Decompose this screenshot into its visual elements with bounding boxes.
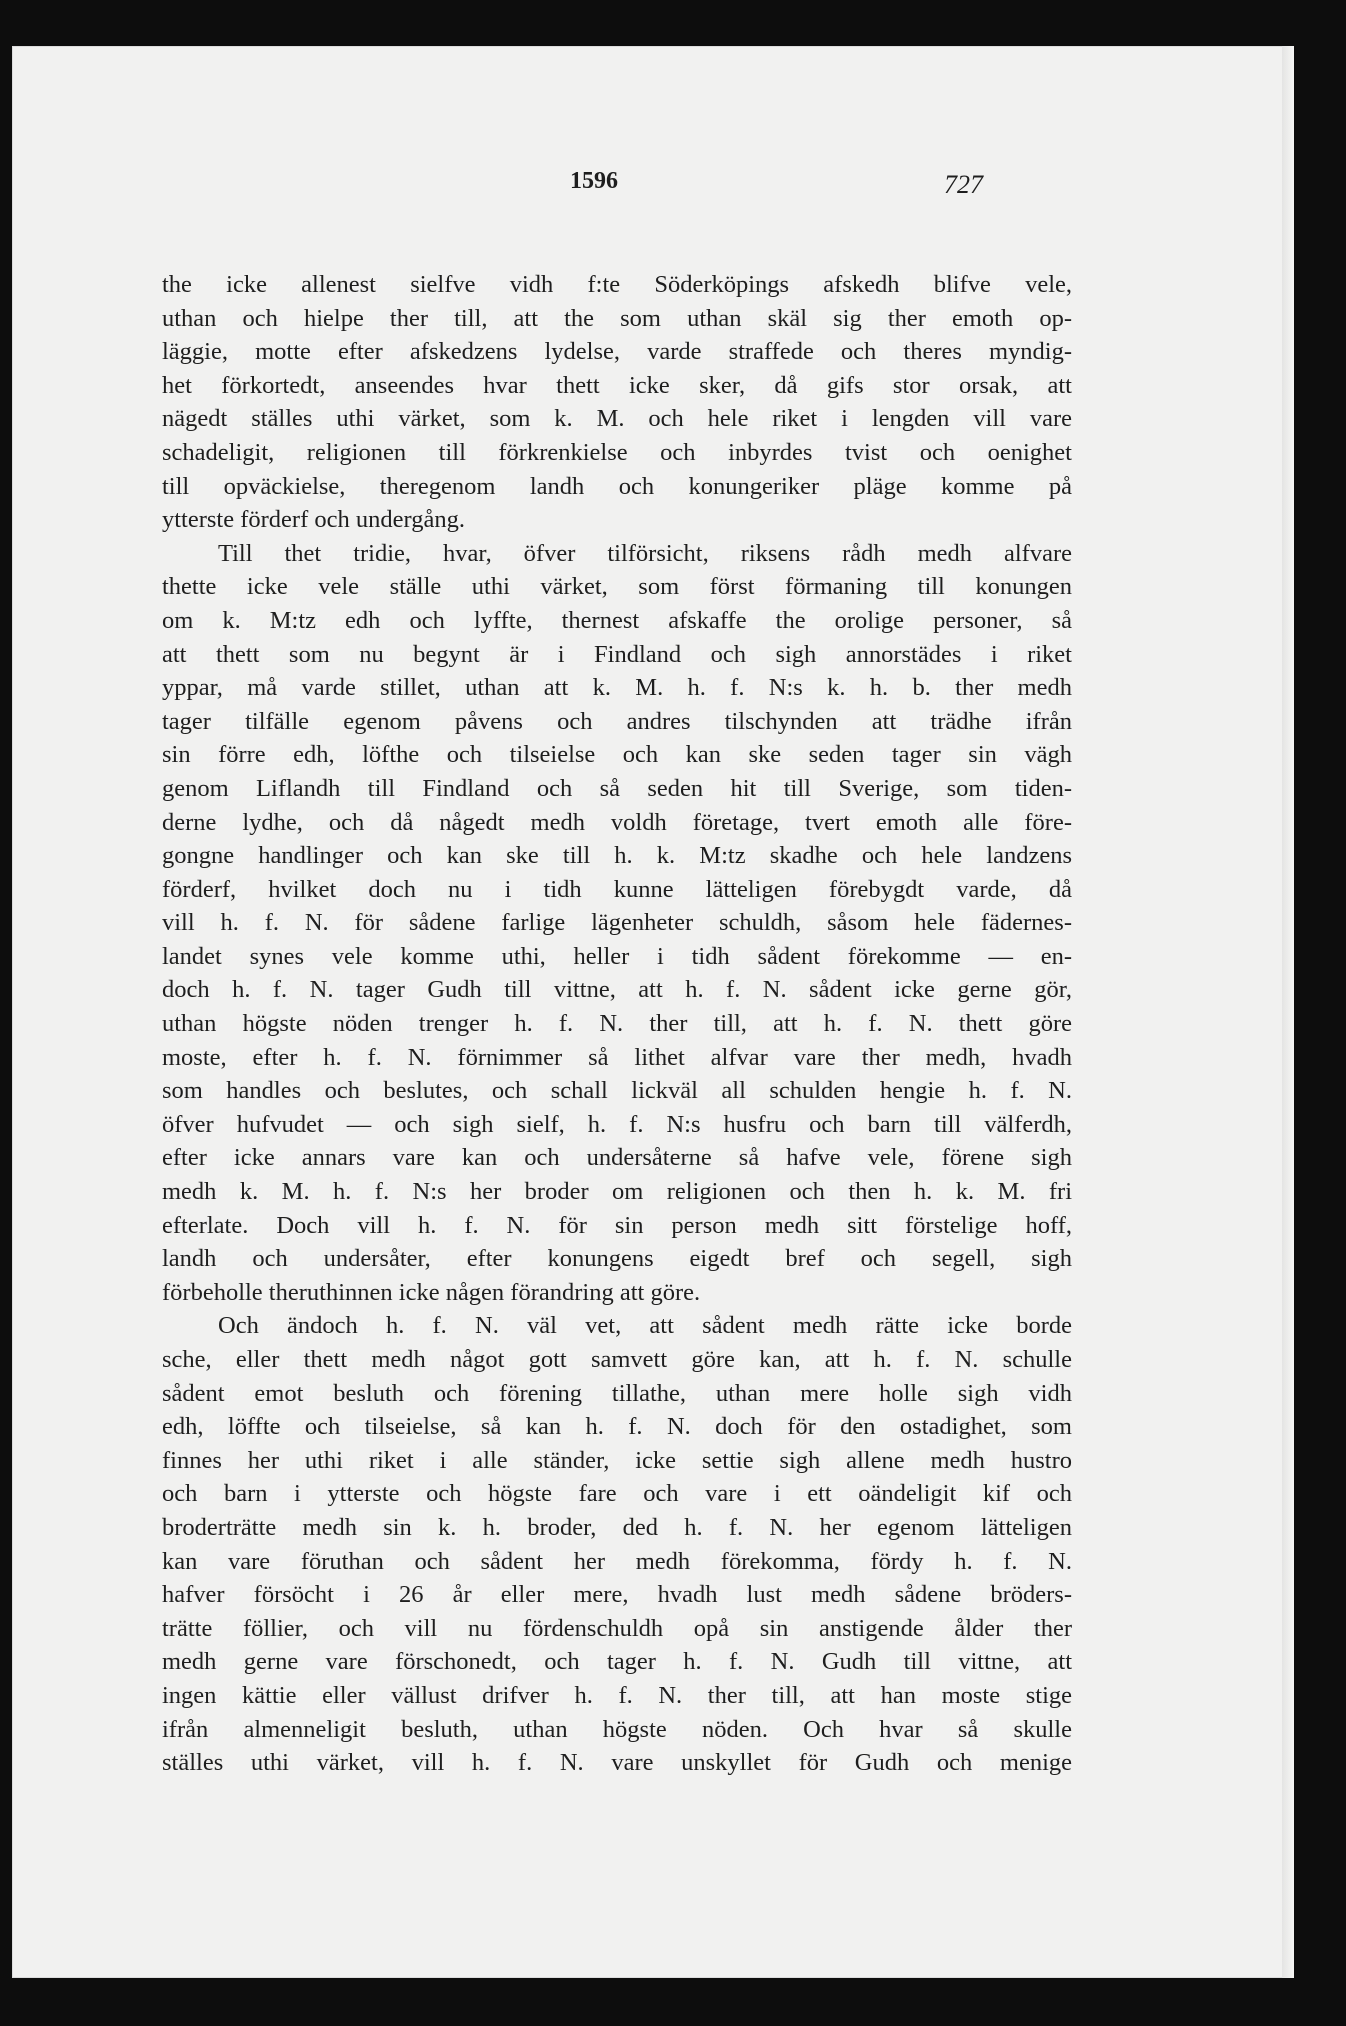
text-line: efterlate. Doch vill h. f. N. för sin person medh sitt förstelige hoff, [162, 1211, 1072, 1239]
text-line: uthan högste nöden trenger h. f. N. ther till, att h. f. N. thett göre [162, 1010, 1072, 1038]
text-line: moste, efter h. f. N. förnimmer så lithet alfvar vare ther medh, hvadh [162, 1043, 1072, 1071]
text-line: ifrån almenneligit besluth, uthan högste nöden. Och hvar så skulle [162, 1715, 1072, 1743]
text-line: broderträtte medh sin k. h. broder, ded h. f. N. her egenom lätteligen [162, 1513, 1072, 1541]
text-line: trätte föllier, och vill nu fördenschuldh opå sin anstigende ålder ther [162, 1614, 1072, 1642]
text-line: tager tilfälle egenom påvens och andres tilschynden att trädhe ifrån [162, 707, 1072, 735]
text-line: the icke allenest sielfve vidh f:te Söderköpings afskedh blifve vele, [162, 271, 1072, 298]
text-line: vill h. f. N. för sådene farlige lägenheter schuldh, såsom hele fädernes- [162, 909, 1072, 937]
text-line: ytterste förderf och undergång. [162, 506, 465, 534]
text-line: förderf, hvilket doch nu i tidh kunne lätteligen förebygdt varde, då [162, 875, 1072, 903]
page-edge [1282, 46, 1294, 1978]
text-line: genom Liflandh till Findland och så seden hit till Sverige, som tiden- [162, 774, 1072, 802]
text-line: sin förre edh, löfthe och tilseielse och kan ske seden tager sin vägh [162, 741, 1072, 769]
text-line: medh k. M. h. f. N:s her broder om religionen och then h. k. M. fri [162, 1178, 1072, 1206]
text-line: landet synes vele komme uthi, heller i tidh sådent förekomme — en- [162, 942, 1072, 970]
text-line: efter icke annars vare kan och undersåterne så hafve vele, förene sigh [162, 1144, 1072, 1172]
header-year: 1596 [570, 168, 618, 194]
text-line: läggie, motte efter afskedzens lydelse, varde straffede och theres myndig- [162, 338, 1072, 366]
text-line: till opväckielse, theregenom landh och konungeriker pläge komme på [162, 472, 1072, 500]
book-page [12, 46, 1294, 1978]
text-line: medh gerne vare förschonedt, och tager h. f. N. Gudh till vittne, att [162, 1648, 1072, 1676]
text-line: förbeholle theruthinnen icke någen förandring att göre. [162, 1278, 701, 1306]
text-line: nägedt ställes uthi värket, som k. M. och hele riket i lengden vill vare [162, 405, 1072, 433]
body-text [162, 268, 1072, 1780]
running-header [12, 168, 1294, 208]
text-line: thette icke vele ställe uthi värket, som först förmaning till konungen [162, 573, 1072, 601]
text-line: schadeligit, religionen till förkrenkielse och inbyrdes tvist och oenighet [162, 438, 1072, 466]
text-line: ingen kättie eller vällust drifver h. f. N. ther till, att han moste stige [162, 1681, 1072, 1709]
page-number: 727 [944, 170, 983, 199]
text-line: gongne handlinger och kan ske till h. k. M:tz skadhe och hele landzens [162, 842, 1072, 870]
text-line: sche, eller thett medh något gott samvett göre kan, att h. f. N. schulle [162, 1346, 1072, 1373]
text-line: öfver hufvudet — och sigh sielf, h. f. N:s husfru och barn till välferdh, [162, 1110, 1072, 1138]
text-line: landh och undersåter, efter konungens eigedt bref och segell, sigh [162, 1245, 1072, 1273]
text-line: Och ändoch h. f. N. väl vet, att sådent medh rätte icke borde [218, 1312, 1072, 1340]
text-line: finnes her uthi riket i alle ständer, icke settie sigh allene medh hustro [162, 1446, 1072, 1474]
text-line: derne lydhe, och då någedt medh voldh företage, tvert emoth alle före- [162, 808, 1072, 836]
text-line: Till thet tridie, hvar, öfver tilförsicht, riksens rådh medh alfvare [218, 539, 1072, 567]
text-line: edh, löffte och tilseielse, så kan h. f. N. doch för den ostadighet, som [162, 1413, 1072, 1441]
text-line: kan vare föruthan och sådent her medh förekomma, fördy h. f. N. [162, 1547, 1072, 1575]
text-line: ställes uthi värket, vill h. f. N. vare unskyllet för Gudh och menige [162, 1749, 1072, 1777]
text-line: och barn i ytterste och högste fare och vare i ett oändeligit kif och [162, 1480, 1072, 1508]
text-line: om k. M:tz edh och lyffte, thernest afskaffe the orolige personer, så [162, 606, 1072, 634]
text-line: att thett som nu begynt är i Findland och sigh annorstädes i riket [162, 640, 1072, 668]
text-line: som handles och beslutes, och schall lickväl all schulden hengie h. f. N. [162, 1077, 1072, 1105]
text-line: hafver försöcht i 26 år eller mere, hvadh lust medh sådene bröders- [162, 1581, 1072, 1609]
text-line: sådent emot besluth och förening tillathe, uthan mere holle sigh vidh [162, 1379, 1072, 1407]
text-line: yppar, må varde stillet, uthan att k. M. h. f. N:s k. h. b. ther medh [162, 674, 1072, 702]
text-line: doch h. f. N. tager Gudh till vittne, att h. f. N. sådent icke gerne gör, [162, 976, 1072, 1004]
text-line: het förkortedt, anseendes hvar thett icke sker, då gifs stor orsak, att [162, 371, 1072, 399]
text-line: uthan och hielpe ther till, att the som uthan skäl sig ther emoth op- [162, 304, 1072, 332]
